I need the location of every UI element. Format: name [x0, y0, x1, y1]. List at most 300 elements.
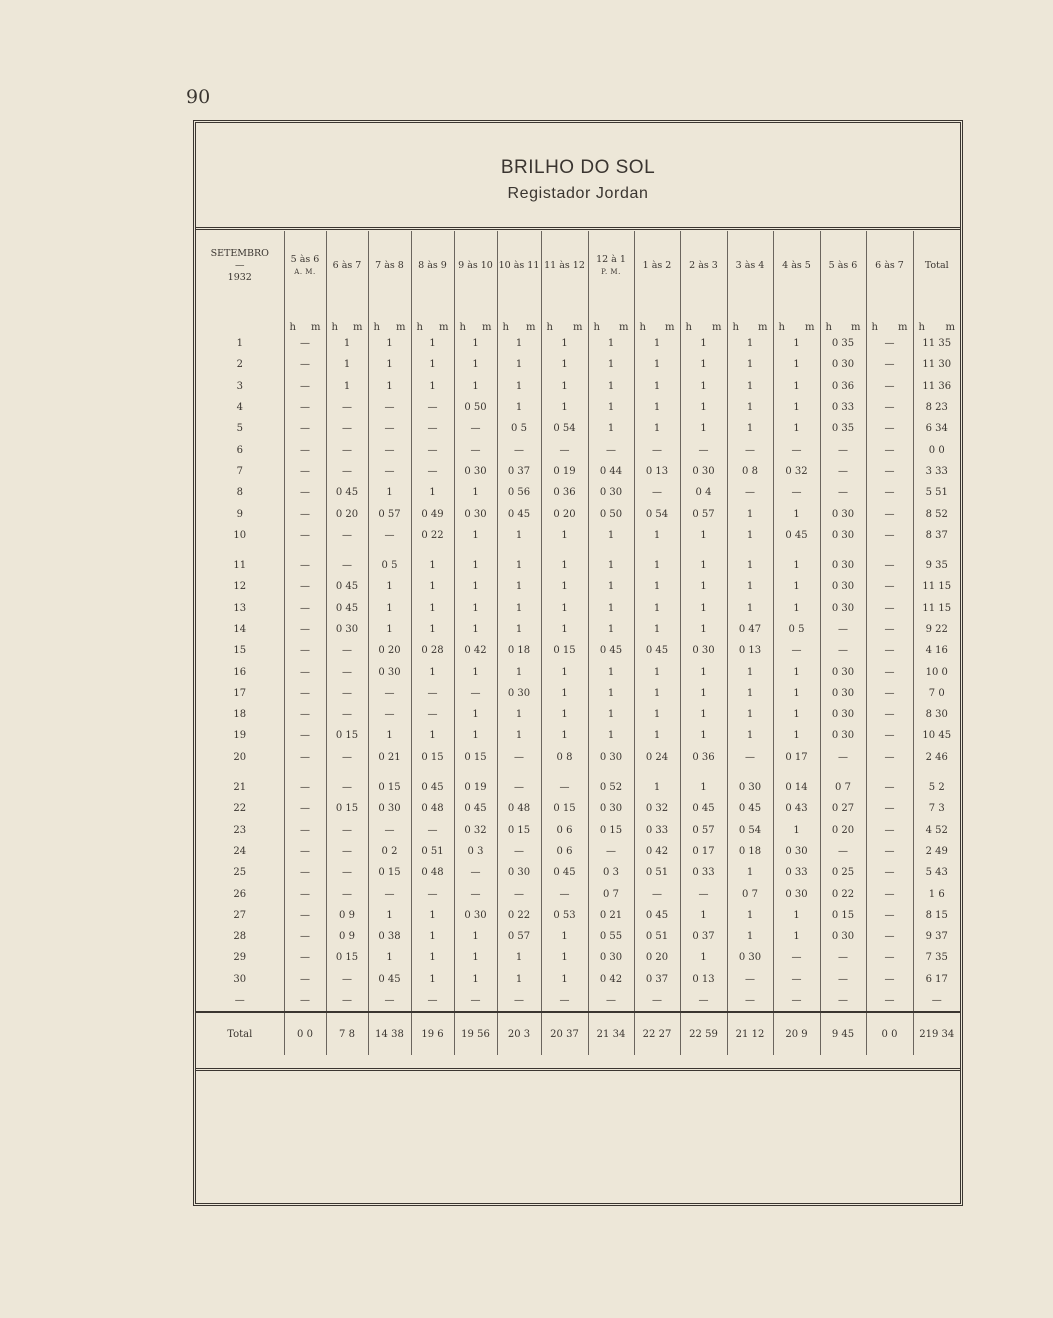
table-cell: — [541, 439, 588, 460]
table-row [196, 461, 960, 482]
unit-minutes: m [665, 322, 675, 333]
table-cell: 1 [368, 947, 411, 968]
unit-minutes: m [573, 322, 583, 333]
table-cell: 1 [588, 376, 634, 397]
table-cell: 0 50 [454, 397, 497, 418]
table-cell: — [411, 820, 454, 841]
table-cell: — [284, 376, 326, 397]
table-cell: — [866, 418, 913, 439]
table-cell: — [326, 640, 368, 661]
day-label: 25 [196, 862, 284, 883]
total-cell: 20 9 [773, 1012, 820, 1055]
table-cell: 1 [727, 725, 773, 746]
gap-cell [727, 768, 773, 777]
day-label: 17 [196, 683, 284, 704]
table-row [196, 683, 960, 704]
table-cell: — [820, 640, 866, 661]
table-row [196, 969, 960, 990]
table-cell: 1 [497, 397, 541, 418]
table-cell: 1 [727, 397, 773, 418]
units-cell [497, 301, 541, 333]
table-cell: 0 45 [680, 798, 727, 819]
table-cell: 0 21 [368, 747, 411, 768]
day-label: 9 [196, 503, 284, 524]
day-label: 15 [196, 640, 284, 661]
table-cell: 0 42 [454, 640, 497, 661]
gap-cell [866, 546, 913, 555]
table-cell: — [866, 883, 913, 904]
column-header-label: 5 às 6 [828, 260, 858, 271]
table-cell: 1 [497, 598, 541, 619]
month-label: SETEMBRO [210, 248, 269, 259]
table-cell: 1 [588, 683, 634, 704]
column-header [866, 231, 913, 301]
table-row [196, 947, 960, 968]
table-cell: 1 [541, 525, 588, 546]
table-cell: 0 54 [727, 820, 773, 841]
table-cell: 0 7 [820, 777, 866, 798]
table-cell: — [284, 525, 326, 546]
table-cell: 0 30 [820, 661, 866, 682]
table-cell: 0 45 [541, 862, 588, 883]
table-cell: 1 [541, 598, 588, 619]
table-cell: — [866, 798, 913, 819]
table-cell: 1 [497, 333, 541, 354]
day-label: 22 [196, 798, 284, 819]
table-cell: 0 8 [727, 461, 773, 482]
table-cell: 1 [541, 725, 588, 746]
table-cell: 1 [454, 947, 497, 968]
table-cell: 1 [727, 576, 773, 597]
table-cell: 1 [727, 333, 773, 354]
table-cell: 1 [634, 555, 680, 576]
unit-hours: h [825, 322, 832, 333]
gap-cell [634, 546, 680, 555]
table-cell: 1 [541, 619, 588, 640]
table-cell: 0 32 [773, 461, 820, 482]
table-cell: — [411, 397, 454, 418]
table-cell: 1 [454, 525, 497, 546]
table-cell: — [727, 969, 773, 990]
table-cell: 0 45 [588, 640, 634, 661]
table-cell: 0 32 [634, 798, 680, 819]
column-header-label: 4 às 5 [782, 260, 811, 271]
table-row [196, 640, 960, 661]
table-row [196, 926, 960, 947]
table-cell: — [454, 862, 497, 883]
table-cell: — [284, 969, 326, 990]
table-cell: 0 30 [497, 683, 541, 704]
table-cell: — [931, 995, 942, 1007]
table-cell: 0 17 [773, 747, 820, 768]
table-cell: 0 51 [634, 926, 680, 947]
table-cell: 1 [411, 926, 454, 947]
table-row [196, 555, 960, 576]
table-body [196, 301, 960, 1055]
table-cell: 1 [773, 503, 820, 524]
table-cell: 1 [411, 969, 454, 990]
table-cell: 0 15 [368, 862, 411, 883]
table-cell: 0 25 [820, 862, 866, 883]
total-cell: 22 59 [680, 1012, 727, 1055]
table-cell: 0 57 [497, 926, 541, 947]
gap-cell [497, 768, 541, 777]
table-cell: — [411, 461, 454, 482]
table-cell: — [866, 661, 913, 682]
table-cell: — [866, 461, 913, 482]
gap-cell [368, 768, 411, 777]
table-row [196, 619, 960, 640]
gap-cell [368, 546, 411, 555]
table-cell: 9 35 [925, 560, 948, 572]
table-cell: — [497, 777, 541, 798]
table-cell: — [284, 905, 326, 926]
table-cell: 0 15 [820, 905, 866, 926]
table-cell: 0 45 [411, 777, 454, 798]
table-cell: 0 13 [727, 640, 773, 661]
unit-hours: h [502, 322, 509, 333]
table-cell: 0 45 [634, 905, 680, 926]
table-cell: — [411, 683, 454, 704]
unit-hours: h [331, 322, 338, 333]
table-cell: — [727, 990, 773, 1012]
table-cell: 1 [411, 482, 454, 503]
table-cell: 1 [680, 777, 727, 798]
table-cell: 1 [411, 376, 454, 397]
table-cell: 1 [411, 598, 454, 619]
table-cell: 0 57 [680, 820, 727, 841]
table-cell: — [866, 862, 913, 883]
table-cell: — [773, 969, 820, 990]
table-cell: 11 36 [922, 380, 952, 392]
table-cell: — [454, 418, 497, 439]
total-cell: 21 12 [727, 1012, 773, 1055]
column-header [820, 231, 866, 301]
table-cell: 0 20 [368, 640, 411, 661]
table-cell: — [866, 947, 913, 968]
gap-cell [284, 768, 326, 777]
table-cell: 0 15 [497, 820, 541, 841]
column-header-label: Total [924, 260, 949, 271]
table-cell: 1 [727, 661, 773, 682]
total-cell: 20 37 [541, 1012, 588, 1055]
day-label: 4 [196, 397, 284, 418]
month-header [196, 231, 284, 301]
table-cell: — [411, 418, 454, 439]
table-row [196, 354, 960, 375]
table-cell: 1 [588, 576, 634, 597]
table-cell: 0 49 [411, 503, 454, 524]
table-cell: — [411, 883, 454, 904]
table-cell: 1 [368, 354, 411, 375]
table-cell: — [284, 725, 326, 746]
table-cell: 9 22 [925, 624, 948, 635]
gap-cell [773, 546, 820, 555]
table-cell: — [866, 482, 913, 503]
unit-hours: h [593, 322, 600, 333]
table-cell: 1 [497, 619, 541, 640]
table-cell: — [368, 525, 411, 546]
units-row [196, 301, 960, 333]
day-label: 30 [196, 969, 284, 990]
table-cell: 10 0 [925, 666, 948, 678]
table-cell: — [411, 704, 454, 725]
table-cell: 1 [588, 619, 634, 640]
table-cell: — [773, 947, 820, 968]
table-cell: 11 15 [922, 602, 952, 614]
table-cell: 8 52 [925, 508, 948, 520]
table-cell: 0 30 [820, 354, 866, 375]
table-cell: 1 [773, 926, 820, 947]
gap-cell [820, 546, 866, 555]
unit-hours: h [778, 322, 785, 333]
table-cell: 2 49 [925, 845, 948, 857]
table-cell: 1 [680, 947, 727, 968]
table-cell: 1 [326, 376, 368, 397]
table-cell: 1 [773, 725, 820, 746]
table-cell: — [773, 439, 820, 460]
table-row [196, 862, 960, 883]
table-cell: 0 37 [634, 969, 680, 990]
table-row [196, 503, 960, 524]
table-cell: 8 23 [925, 402, 948, 414]
table-cell: 0 30 [820, 525, 866, 546]
unit-minutes: m [353, 322, 363, 333]
table-cell: 1 [454, 619, 497, 640]
table-cell: — [326, 883, 368, 904]
table-cell: 0 20 [541, 503, 588, 524]
table-cell: 1 [773, 598, 820, 619]
total-cell: 0 0 [284, 1012, 326, 1055]
gap-cell [326, 546, 368, 555]
table-cell: 1 [368, 333, 411, 354]
table-cell: 1 [727, 525, 773, 546]
unit-hours: h [732, 322, 739, 333]
column-header [541, 231, 588, 301]
table-cell: 0 5 [497, 418, 541, 439]
table-cell: — [454, 990, 497, 1012]
column-header-label: 5 às 6 [290, 254, 320, 265]
day-label: 23 [196, 820, 284, 841]
table-cell: 0 14 [773, 777, 820, 798]
table-cell: 0 0 [928, 444, 945, 456]
column-header [284, 231, 326, 301]
table-cell: — [773, 990, 820, 1012]
table-cell: 1 [454, 598, 497, 619]
table-cell: 1 [497, 376, 541, 397]
table-cell: 1 [411, 661, 454, 682]
table-cell: — [326, 862, 368, 883]
gap-cell [634, 768, 680, 777]
table-cell: 1 [773, 704, 820, 725]
table-cell: 1 [497, 704, 541, 725]
table-cell: 1 [454, 725, 497, 746]
table-row [196, 747, 960, 768]
table-cell: 5 2 [928, 782, 945, 794]
units-cell [368, 301, 411, 333]
units-cell [866, 301, 913, 333]
gap-cell [541, 768, 588, 777]
table-cell: 0 35 [820, 333, 866, 354]
table-cell: 0 38 [368, 926, 411, 947]
column-header [588, 231, 634, 301]
column-header [913, 231, 960, 301]
table-cell: 0 30 [326, 619, 368, 640]
table-cell: — [284, 619, 326, 640]
table-cell: 1 [680, 333, 727, 354]
table-cell: 0 5 [773, 619, 820, 640]
table-cell: 0 22 [411, 525, 454, 546]
table-cell: 0 21 [588, 905, 634, 926]
column-header [773, 231, 820, 301]
table-cell: 7 3 [928, 803, 945, 815]
table-cell: 0 30 [588, 798, 634, 819]
table-cell: 1 [680, 576, 727, 597]
table-cell: — [368, 461, 411, 482]
table-cell: — [634, 439, 680, 460]
table-cell: 0 18 [497, 640, 541, 661]
table-cell: 11 30 [922, 359, 952, 371]
table-cell: — [820, 947, 866, 968]
table-cell: 0 15 [326, 947, 368, 968]
table-cell: — [368, 704, 411, 725]
table-cell: — [368, 418, 411, 439]
table-cell: — [588, 990, 634, 1012]
table-cell: 0 13 [680, 969, 727, 990]
header-row [196, 231, 960, 301]
table-cell: 0 42 [588, 969, 634, 990]
table-cell: 0 51 [411, 841, 454, 862]
table-row [196, 841, 960, 862]
column-header [368, 231, 411, 301]
table-cell: 0 30 [820, 576, 866, 597]
table-cell: — [368, 820, 411, 841]
table-cell: 0 45 [634, 640, 680, 661]
unit-minutes: m [851, 322, 861, 333]
table-cell: 0 54 [541, 418, 588, 439]
table-cell: 0 30 [454, 503, 497, 524]
table-cell: — [588, 439, 634, 460]
unit-hours: h [459, 322, 466, 333]
table-cell: 1 [634, 418, 680, 439]
table-cell: 0 20 [820, 820, 866, 841]
table-cell: 1 [588, 354, 634, 375]
table-cell: — [284, 926, 326, 947]
column-header-sub: P. M. [601, 268, 621, 276]
day-label: 19 [196, 725, 284, 746]
table-cell: — [326, 555, 368, 576]
table-cell: 1 [411, 333, 454, 354]
table-cell: 1 [634, 704, 680, 725]
table-cell: — [326, 439, 368, 460]
table-cell: 1 [727, 905, 773, 926]
table-cell: 5 43 [925, 867, 948, 879]
table-cell: — [820, 461, 866, 482]
table-cell: — [284, 798, 326, 819]
table-row [196, 376, 960, 397]
day-label: 28 [196, 926, 284, 947]
table-cell: 1 [497, 947, 541, 968]
table-cell: 0 48 [497, 798, 541, 819]
table-cell: 0 48 [411, 798, 454, 819]
table-cell: — [284, 777, 326, 798]
table-cell: 1 [680, 525, 727, 546]
units-cell [820, 301, 866, 333]
table-cell: 0 28 [411, 640, 454, 661]
table-cell: 1 [727, 683, 773, 704]
table-cell: 1 [680, 418, 727, 439]
column-header-sub: A. M. [294, 268, 316, 276]
table-cell: 7 35 [925, 952, 948, 964]
table-cell: 1 [634, 619, 680, 640]
table-cell: 0 47 [727, 619, 773, 640]
table-cell: — [866, 683, 913, 704]
table-cell: 0 7 [727, 883, 773, 904]
table-cell: — [284, 841, 326, 862]
table-cell: 1 [454, 704, 497, 725]
table-cell: 0 15 [454, 747, 497, 768]
table-cell: 0 6 [541, 841, 588, 862]
table-cell: 1 [773, 397, 820, 418]
table-cell: 0 30 [727, 777, 773, 798]
table-cell: 0 3 [454, 841, 497, 862]
gap-cell [913, 546, 960, 555]
table-cell: — [866, 640, 913, 661]
table-cell: 0 15 [368, 777, 411, 798]
table-cell: 0 44 [588, 461, 634, 482]
column-header-label: 7 às 8 [375, 260, 404, 271]
gap-cell [588, 546, 634, 555]
table-cell: 1 [454, 376, 497, 397]
table-cell: 1 [773, 333, 820, 354]
table-cell: 1 [727, 354, 773, 375]
column-header-label: 2 às 3 [689, 260, 718, 271]
table-cell: 1 [497, 969, 541, 990]
table-cell: 1 [773, 555, 820, 576]
table-row [196, 725, 960, 746]
units-cell [727, 301, 773, 333]
table-cell: 0 30 [497, 862, 541, 883]
table-cell: — [866, 704, 913, 725]
table-cell: — [284, 482, 326, 503]
table-cell: 1 [680, 683, 727, 704]
table-cell: 1 [727, 555, 773, 576]
table-cell: 1 [541, 683, 588, 704]
table-row [196, 397, 960, 418]
table-cell: — [866, 747, 913, 768]
table-cell: 1 [454, 969, 497, 990]
table-cell: — [866, 576, 913, 597]
table-cell: — [284, 883, 326, 904]
table-cell: — [326, 397, 368, 418]
day-label: 8 [196, 482, 284, 503]
month-dash: — [235, 260, 245, 271]
table-cell: 10 45 [922, 730, 952, 742]
gap-cell [454, 768, 497, 777]
unit-minutes: m [805, 322, 815, 333]
table-row [196, 704, 960, 725]
day-label: 2 [196, 354, 284, 375]
table-cell: 1 [454, 354, 497, 375]
table-cell: 0 56 [497, 482, 541, 503]
table-cell: 0 7 [588, 883, 634, 904]
units-cell [411, 301, 454, 333]
table-cell: 1 [634, 576, 680, 597]
total-cell: 22 27 [634, 1012, 680, 1055]
table-cell: 1 [368, 576, 411, 597]
table-cell: — [866, 376, 913, 397]
table-cell: 1 [680, 397, 727, 418]
